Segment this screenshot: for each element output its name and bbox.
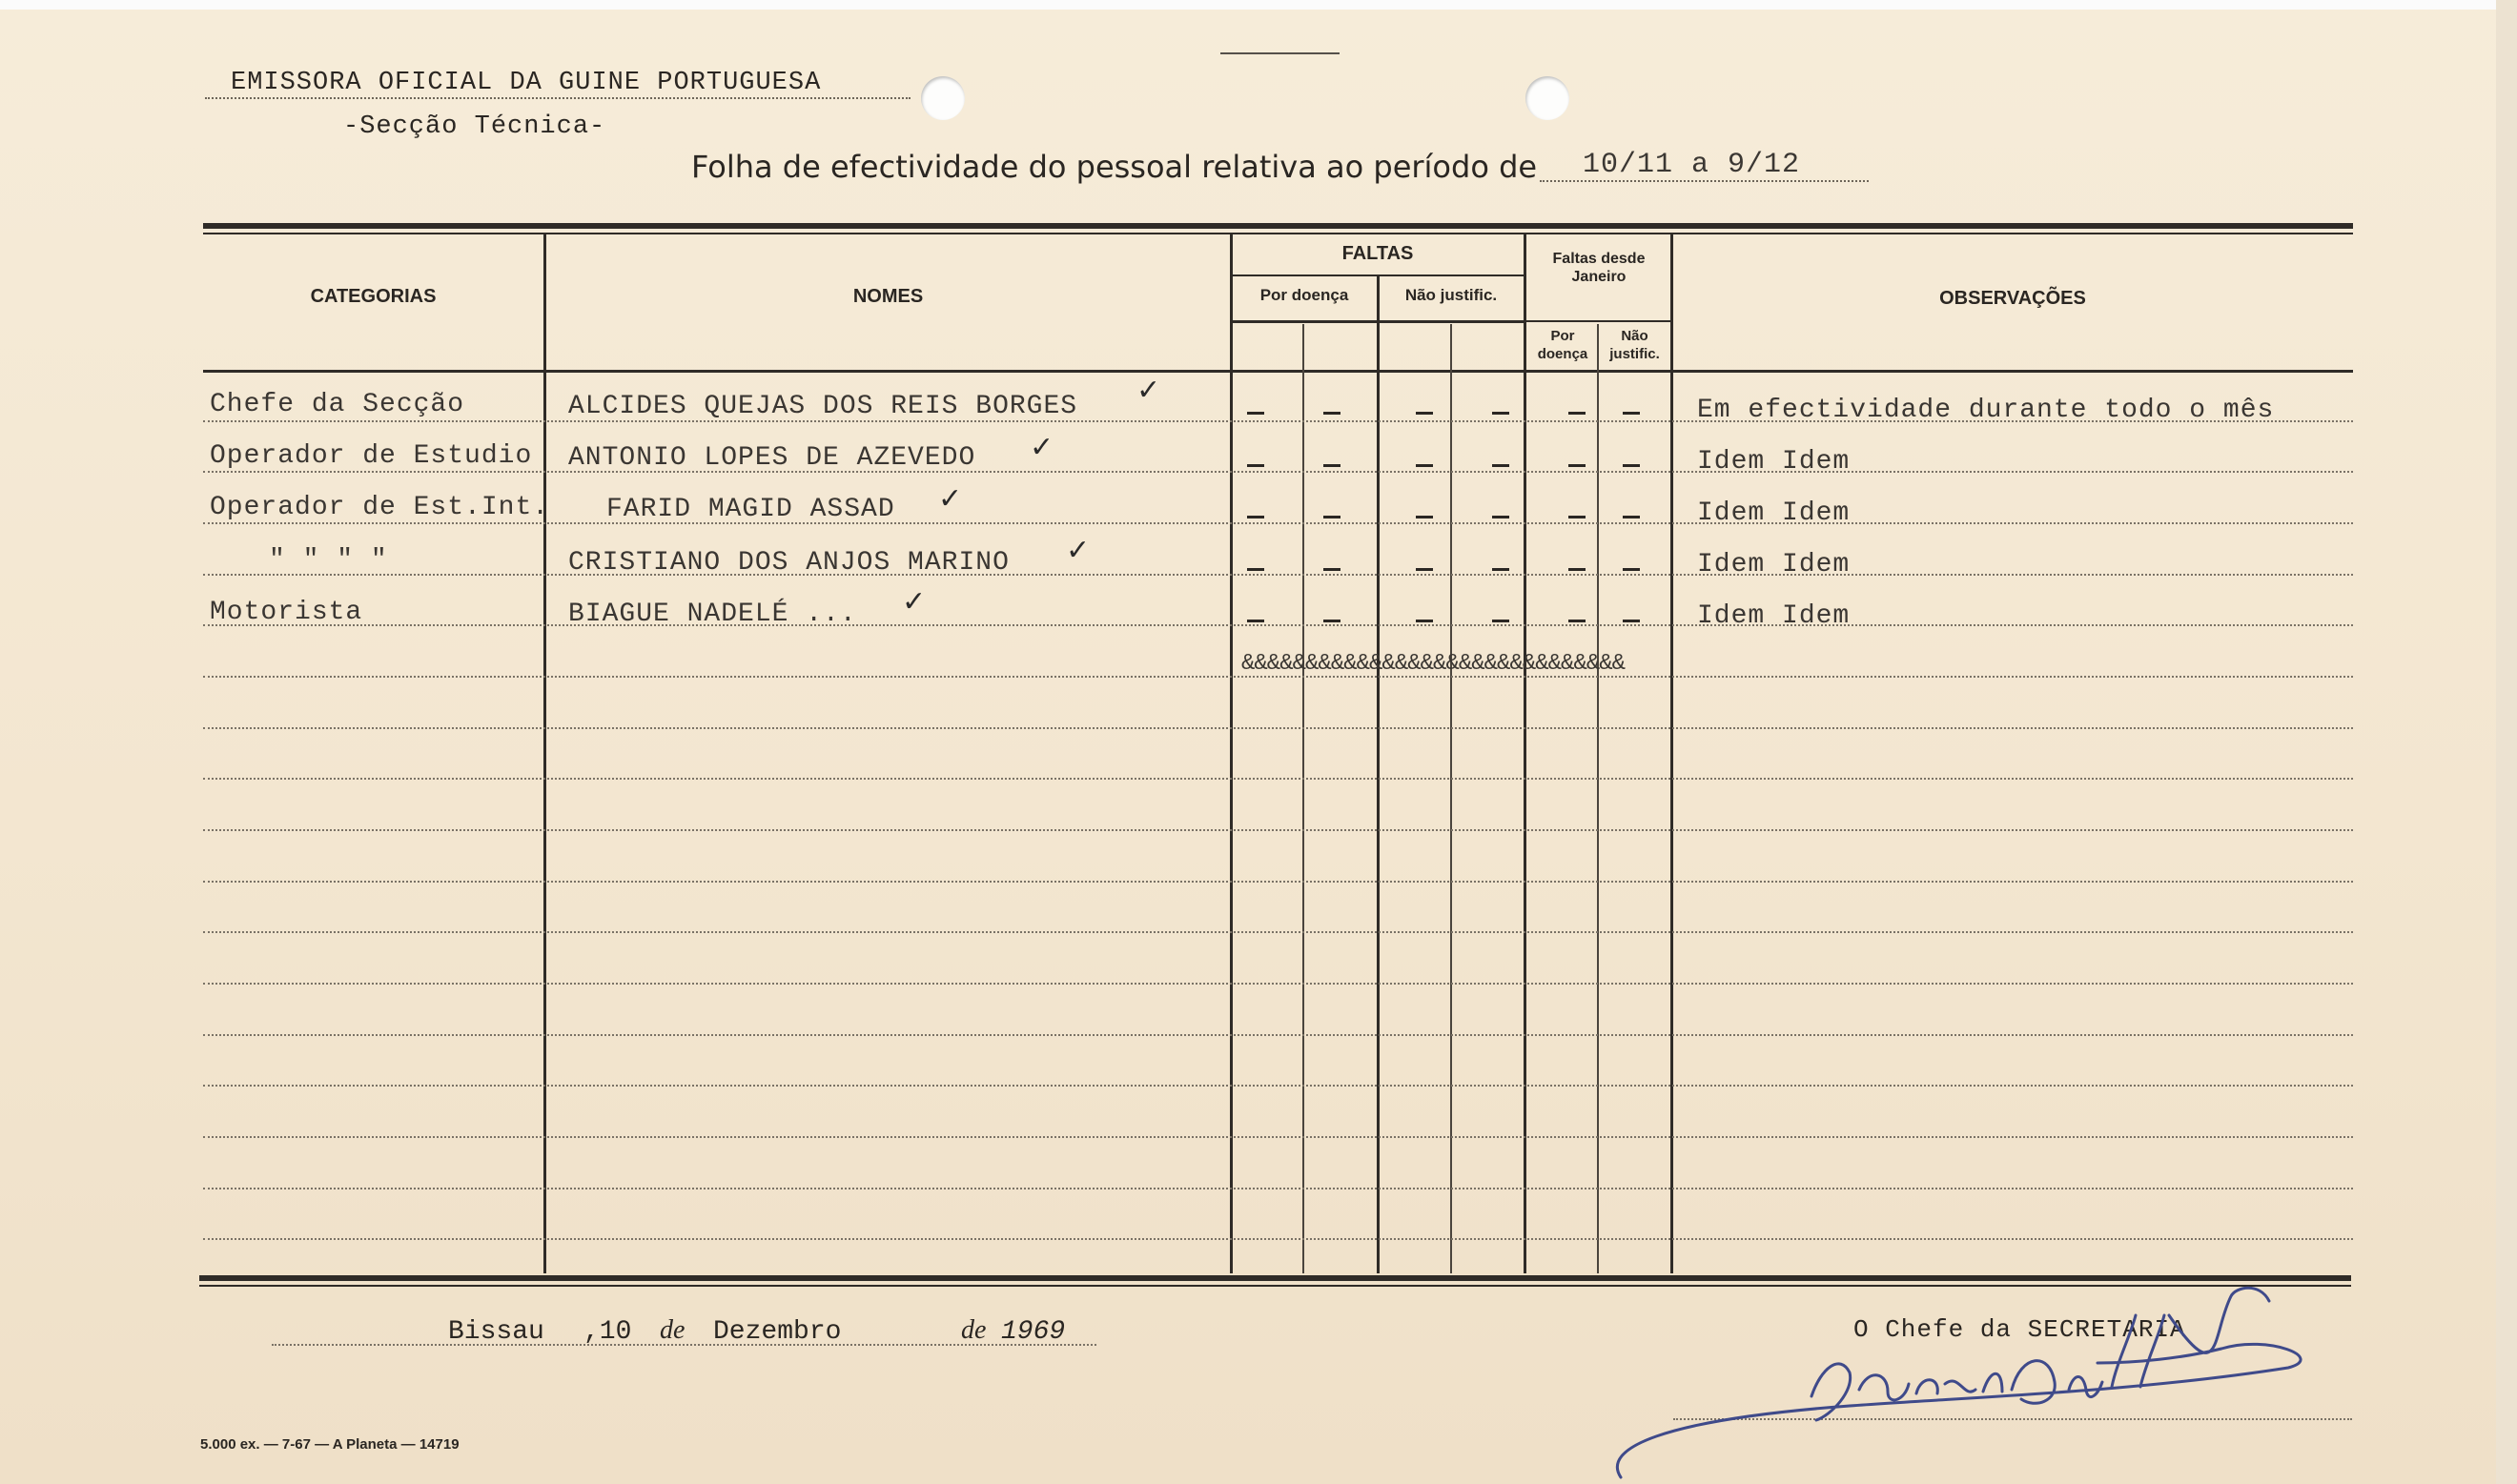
header-faltas-desde-janeiro: Faltas desde Janeiro (1552, 251, 1646, 285)
dash-mark (1323, 620, 1340, 622)
janeiro-header-rule (1525, 320, 1672, 322)
col-divider-faltas-end (1524, 234, 1526, 1273)
period-value: 10/11 a 9/12 (1583, 149, 1801, 181)
checkmark-icon: ✓ (1030, 431, 1054, 464)
date-year: 1969 (1001, 1317, 1066, 1347)
checkmark-icon: ✓ (1066, 534, 1091, 567)
table-header-bottom-rule (203, 370, 2353, 373)
dash-mark (1247, 516, 1264, 518)
dash-mark (1247, 464, 1264, 467)
dash-mark (1568, 620, 1586, 622)
end-of-list-marker: &&&&&&&&&&&&&&&&&&&&&&&&&&&&&& (1241, 651, 1626, 677)
row-line (203, 624, 2353, 626)
row-line (203, 829, 2353, 831)
row-line (203, 522, 2353, 524)
dash-mark (1323, 516, 1340, 518)
subcol-divider-3 (1597, 324, 1599, 1273)
header-faltas: FALTAS (1341, 243, 1414, 264)
subcol-divider-1 (1302, 324, 1304, 1273)
col-divider-faltas-mid (1377, 276, 1380, 1273)
table-top-rule (203, 223, 2353, 229)
row-line (203, 471, 2353, 473)
row-categoria: " " " " (269, 545, 388, 575)
dash-mark (1416, 412, 1433, 415)
row-nome: ALCIDES QUEJAS DOS REIS BORGES (568, 392, 1078, 421)
subcol-divider-2 (1450, 324, 1452, 1273)
checkmark-icon: ✓ (938, 482, 963, 516)
section-name: -Secção Técnica- (343, 112, 606, 141)
row-line (203, 1034, 2353, 1036)
scan-right-edge (2496, 0, 2517, 1484)
row-line (203, 881, 2353, 883)
row-line (203, 1238, 2353, 1240)
dash-mark (1492, 620, 1509, 622)
dash-mark (1416, 568, 1433, 571)
header-nomes: NOMES (852, 286, 924, 307)
dash-mark (1568, 464, 1586, 467)
signature-icon (1602, 1277, 2326, 1484)
dash-mark (1568, 516, 1586, 518)
row-categoria: Operador de Est.Int. (210, 493, 550, 522)
faltas-sub-header-rule (1232, 320, 1525, 323)
row-observacoes: Em efectividade durante todo o mês (1697, 396, 2275, 425)
dash-mark (1623, 620, 1640, 622)
col-divider-nomes (1230, 234, 1233, 1273)
col-divider-janeiro-end (1670, 234, 1673, 1273)
dash-mark (1568, 568, 1586, 571)
date-month: Dezembro (713, 1317, 842, 1347)
dash-mark (1492, 568, 1509, 571)
printer-imprint: 5.000 ex. — 7-67 — A Planeta — 14719 (200, 1436, 460, 1453)
row-nome: FARID MAGID ASSAD (606, 495, 895, 524)
row-line (203, 574, 2353, 576)
row-nome: BIAGUE NADELÉ ... (568, 600, 857, 629)
row-observacoes: Idem Idem (1697, 447, 1851, 477)
punch-hole-right (1525, 76, 1569, 120)
row-categoria: Operador de Estudio (210, 441, 533, 471)
dash-mark (1416, 464, 1433, 467)
org-underline (205, 97, 911, 99)
document-title: Folha de efectividade do pessoal relativa ao período de (691, 149, 1538, 185)
header-jan-nao-justific: Não justific. (1609, 328, 1660, 362)
dash-mark (1623, 464, 1640, 467)
dash-mark (1623, 516, 1640, 518)
dash-mark (1323, 412, 1340, 415)
date-de-2: de (961, 1315, 987, 1345)
row-line (203, 727, 2353, 729)
organization-name: EMISSORA OFICIAL DA GUINE PORTUGUESA (231, 69, 822, 97)
date-de-1: de (660, 1315, 686, 1345)
row-line (203, 983, 2353, 985)
dash-mark (1568, 412, 1586, 415)
dash-mark (1247, 620, 1264, 622)
row-categoria: Motorista (210, 598, 363, 627)
row-categoria: Chefe da Secção (210, 390, 465, 419)
checkmark-icon: ✓ (1136, 374, 1161, 407)
header-nao-justific: Não justific. (1404, 286, 1498, 304)
row-line (203, 931, 2353, 933)
date-day: ,10 (583, 1317, 632, 1347)
document-sheet (0, 10, 2498, 1484)
row-nome: ANTONIO LOPES DE AZEVEDO (568, 443, 976, 473)
row-line (203, 1085, 2353, 1087)
dash-mark (1492, 464, 1509, 467)
fold-mark (1220, 52, 1340, 54)
faltas-header-rule (1232, 274, 1525, 276)
header-jan-por-doenca: Por doença (1537, 328, 1588, 362)
col-divider-categorias (543, 234, 546, 1273)
header-por-doenca: Por doença (1259, 286, 1349, 304)
row-line (203, 778, 2353, 780)
dash-mark (1323, 464, 1340, 467)
row-nome: CRISTIANO DOS ANJOS MARINO (568, 548, 1010, 578)
dash-mark (1623, 568, 1640, 571)
dash-mark (1492, 516, 1509, 518)
row-observacoes: Idem Idem (1697, 601, 1851, 631)
punch-hole-left (921, 76, 965, 120)
row-observacoes: Idem Idem (1697, 550, 1851, 579)
dash-mark (1492, 412, 1509, 415)
dash-mark (1416, 516, 1433, 518)
checkmark-icon: ✓ (902, 585, 927, 619)
table-top-rule-thin (203, 233, 2353, 234)
header-observacoes: OBSERVAÇÕES (1939, 288, 2086, 309)
dash-mark (1323, 568, 1340, 571)
signatory-label: O Chefe da SECRETARIA (1853, 1315, 2186, 1344)
date-place: Bissau (448, 1317, 544, 1347)
row-observacoes: Idem Idem (1697, 498, 1851, 528)
dash-mark (1416, 620, 1433, 622)
dash-mark (1247, 412, 1264, 415)
dash-mark (1623, 412, 1640, 415)
row-line (203, 1188, 2353, 1189)
header-categorias: CATEGORIAS (310, 286, 437, 307)
row-line (203, 1136, 2353, 1138)
dash-mark (1247, 568, 1264, 571)
